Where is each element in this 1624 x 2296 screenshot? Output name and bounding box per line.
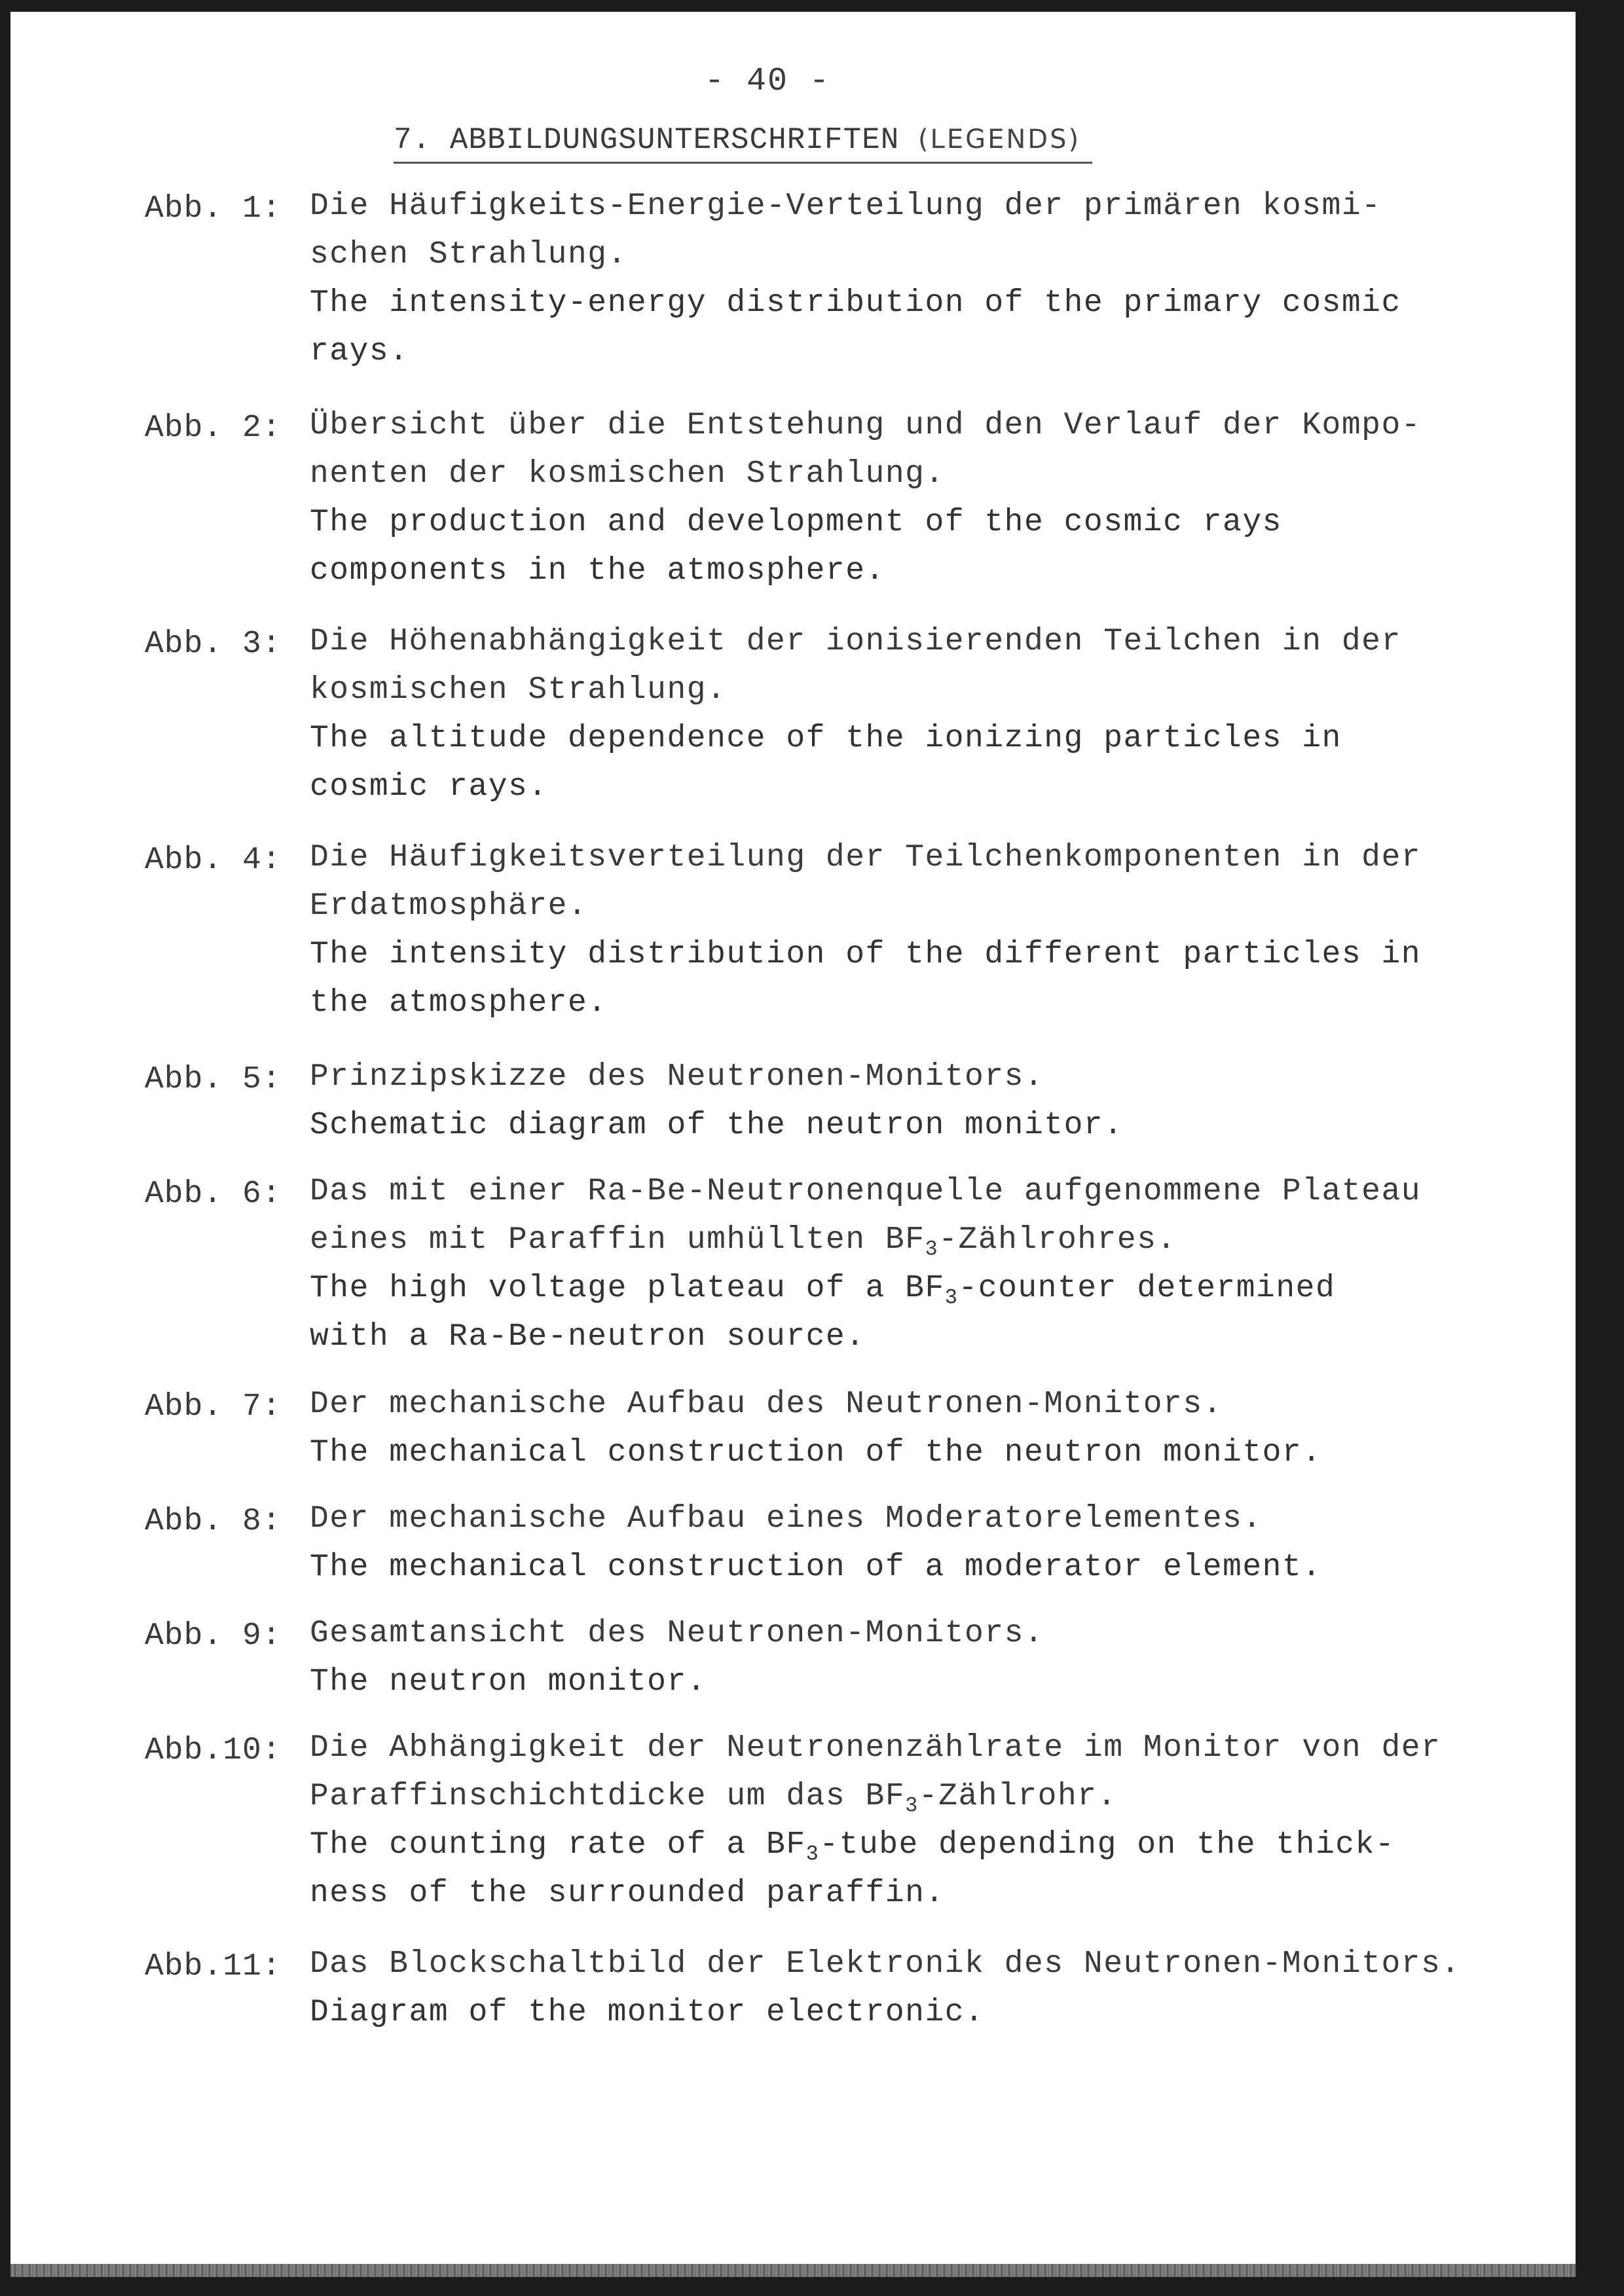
legend-line-german (310, 882, 1488, 930)
legend-line-text: The production and development of the cosmic rays (310, 505, 1282, 540)
legend-line-text: The altitude dependence of the ionizing particles in (310, 721, 1342, 756)
section-heading-title: 7. ABBILDUNGSUNTERSCHRIFTEN (394, 123, 900, 157)
legend-line-english (310, 1988, 1488, 2037)
subscript: 3 (925, 1237, 939, 1262)
legend-line-english (310, 1313, 1488, 1361)
legend-line-english (310, 979, 1488, 1027)
document-page (10, 12, 1576, 2264)
legend-line-german (310, 833, 1488, 882)
legend-line-text: Der mechanische Aufbau eines Moderatorelementes. (310, 1501, 1263, 1537)
legend-line-german (310, 1724, 1488, 1772)
legend-label: Abb. 3: (145, 627, 282, 662)
subscript: 3 (805, 1842, 820, 1867)
legend-line-text: Das mit einer Ra-Be-Neutronenquelle aufgenommene Plateau (310, 1174, 1422, 1209)
legend-line-text-after-subscript: -Zählrohr. (918, 1779, 1117, 1814)
legend-line-text: Übersicht über die Entstehung und den Verlauf der Kompo- (310, 408, 1422, 443)
legend-line-text: The intensity distribution of the different particles in (310, 937, 1422, 972)
legend-line-german (310, 1380, 1488, 1429)
legend-label: Abb. 8: (145, 1504, 282, 1539)
legend-line-text: Die Häufigkeitsverteilung der Teilchenkomponenten in der (310, 840, 1422, 875)
legend-line-text: the atmosphere. (310, 985, 608, 1021)
legend-line-german (310, 1495, 1488, 1543)
legend-line-english (310, 1429, 1488, 1477)
legend-line-text: Diagram of the monitor electronic. (310, 1995, 985, 2030)
legend-label: Abb. 9: (145, 1618, 282, 1654)
legend-line-german (310, 1609, 1488, 1658)
legend-line-text: Schematic diagram of the neutron monitor. (310, 1108, 1124, 1143)
legend-line-text: Der mechanische Aufbau des Neutronen-Monitors. (310, 1387, 1223, 1422)
legend-label: Abb.10: (145, 1733, 282, 1768)
legend-label: Abb. 2: (145, 410, 282, 446)
legend-line-english (310, 763, 1488, 811)
legend-line-english (310, 930, 1488, 979)
legend-line-english (310, 498, 1488, 547)
legend-line-text: The neutron monitor. (310, 1664, 707, 1700)
legend-line-text: components in the atmosphere. (310, 553, 885, 589)
legend-line-text: with a Ra-Be-neutron source. (310, 1319, 866, 1355)
page-number: - 40 - (705, 63, 831, 100)
legend-label: Abb.11: (145, 1949, 282, 1984)
subscript: 3 (905, 1793, 919, 1818)
legend-text (310, 1167, 1488, 1361)
legend-line-text: The counting rate of a BF (310, 1827, 806, 1863)
subscript: 3 (944, 1285, 959, 1310)
legend-text (310, 182, 1488, 376)
legend-text (310, 617, 1488, 811)
legend-line-text: Die Höhenabhängigkeit der ionisierenden Teilchen in der (310, 624, 1401, 659)
legend-text (310, 1724, 1488, 1918)
legend-line-text: kosmischen Strahlung. (310, 672, 727, 708)
legend-line-text: schen Strahlung. (310, 237, 627, 272)
legend-line-german (310, 450, 1488, 498)
legend-line-german (310, 666, 1488, 714)
legend-line-text: Gesamtansicht des Neutronen-Monitors. (310, 1616, 1044, 1651)
legend-label: Abb. 5: (145, 1062, 282, 1097)
legend-text (310, 401, 1488, 595)
legend-line-text: eines mit Paraffin umhüllten BF (310, 1222, 925, 1258)
legend-line-text: Das Blockschaltbild der Elektronik des Neutronen-Monitors. (310, 1946, 1461, 1982)
scan-edge-strip (10, 2264, 1576, 2277)
legend-line-english (310, 1821, 1488, 1869)
legend-line-text: ness of the surrounded paraffin. (310, 1876, 945, 1911)
legend-line-german (310, 617, 1488, 666)
legend-line-text: Die Abhängigkeit der Neutronenzählrate im Monitor von der (310, 1730, 1441, 1766)
legend-line-text: The mechanical construction of the neutron monitor. (310, 1435, 1322, 1470)
heading-underline (394, 162, 1092, 164)
legend-line-german (310, 1216, 1488, 1264)
legend-line-text-after-subscript: -tube depending on the thick- (819, 1827, 1395, 1863)
legend-line-english (310, 1869, 1488, 1918)
legend-line-english (310, 1264, 1488, 1313)
legend-line-german (310, 1940, 1488, 1988)
legend-line-text-after-subscript: -Zählrohres. (938, 1222, 1177, 1258)
handwritten-legends-note: (LEGENDS) (917, 124, 1081, 155)
section-heading (394, 123, 1080, 157)
legend-line-german (310, 1053, 1488, 1101)
legend-line-text: cosmic rays. (310, 769, 548, 805)
legend-label: Abb. 7: (145, 1389, 282, 1425)
legend-line-text: Erdatmosphäre. (310, 888, 588, 924)
legend-line-text: The high voltage plateau of a BF (310, 1271, 945, 1306)
legend-text (310, 1609, 1488, 1706)
legend-line-english (310, 547, 1488, 595)
legend-line-text: Paraffinschichtdicke um das BF (310, 1779, 906, 1814)
legend-line-english (310, 714, 1488, 763)
legend-line-text: The mechanical construction of a moderator element. (310, 1550, 1322, 1585)
legend-line-english (310, 1101, 1488, 1150)
legend-line-german (310, 1772, 1488, 1821)
legend-label: Abb. 1: (145, 191, 282, 227)
legend-text (310, 833, 1488, 1027)
legend-line-text: nenten der kosmischen Strahlung. (310, 456, 945, 492)
legend-line-german (310, 401, 1488, 450)
legend-line-text: rays. (310, 334, 409, 369)
legend-line-german (310, 230, 1488, 279)
legend-text (310, 1940, 1488, 2037)
legend-line-text: The intensity-energy distribution of the primary cosmic (310, 285, 1401, 321)
legend-line-text-after-subscript: -counter determined (958, 1271, 1336, 1306)
legend-line-german (310, 1167, 1488, 1216)
legend-text (310, 1380, 1488, 1477)
legend-line-english (310, 327, 1488, 376)
legend-line-english (310, 1543, 1488, 1592)
legend-text (310, 1495, 1488, 1592)
legend-label: Abb. 6: (145, 1176, 282, 1212)
legend-line-text: Prinzipskizze des Neutronen-Monitors. (310, 1059, 1044, 1095)
legend-line-english (310, 1658, 1488, 1706)
legend-line-text: Die Häufigkeits-Energie-Verteilung der primären kosmi- (310, 189, 1382, 224)
legend-label: Abb. 4: (145, 843, 282, 878)
legend-line-english (310, 279, 1488, 327)
legend-text (310, 1053, 1488, 1150)
legend-line-german (310, 182, 1488, 230)
